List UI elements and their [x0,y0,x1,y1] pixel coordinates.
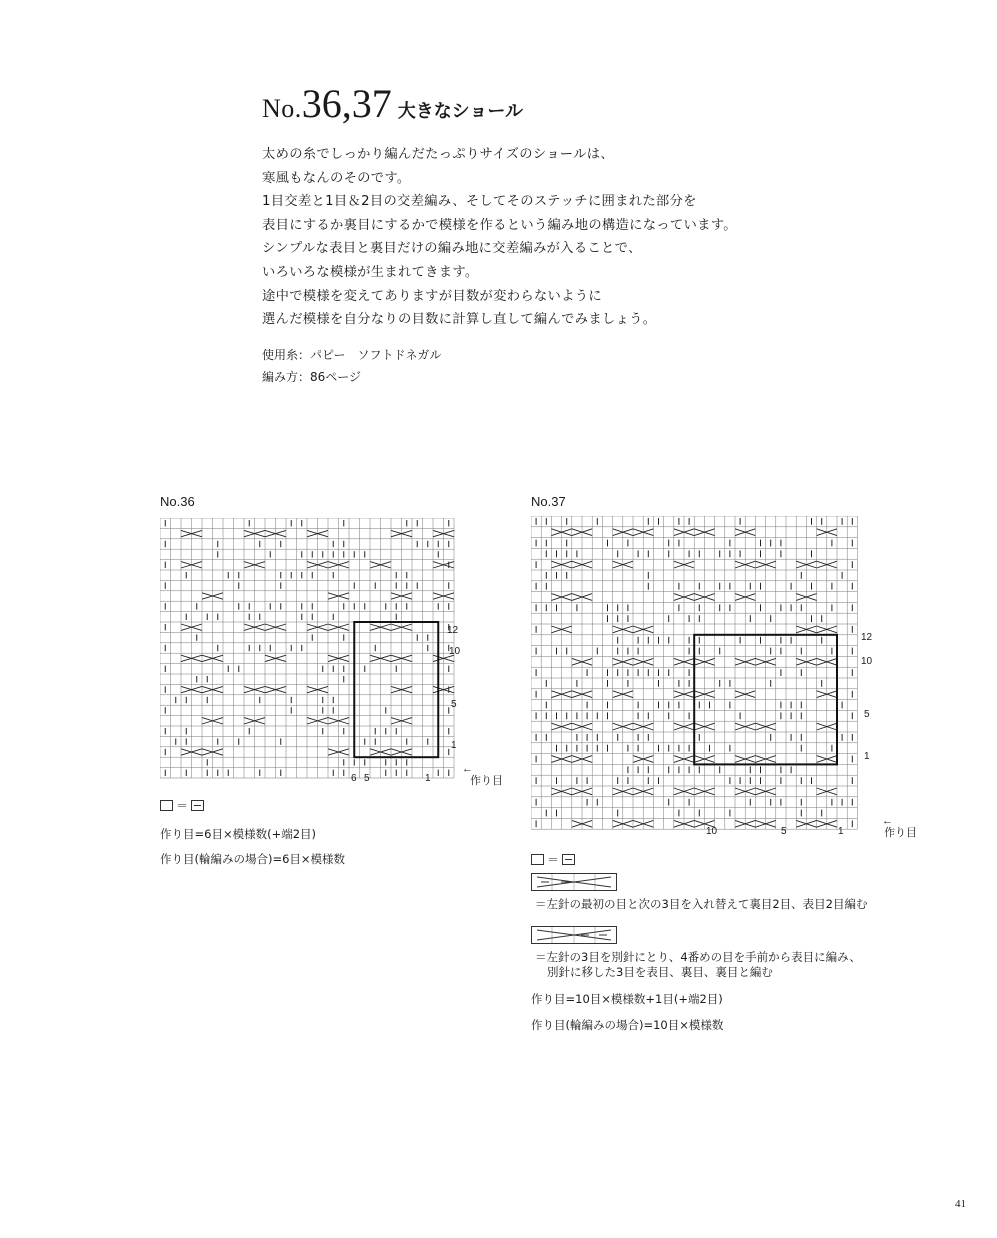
meta-info [262,344,441,388]
chart37-grid [531,516,877,838]
note37-2: 作り目(輪編みの場合)=10目×模様数 [531,1018,724,1032]
note36-1: 作り目=6目×模様数(+端2目) [160,827,317,841]
note37-1: 作り目=10目×模様数+1目(+端2目) [531,992,723,1006]
key37-1: ＝左針の最初の目と次の3目を入れ替えて裏目2目、表目2目編む [535,897,868,911]
col-label: 5 [364,773,370,784]
col-label: 1 [838,826,844,837]
legend-eq: ＝ [547,853,560,867]
intro-line: 選んだ模様を自分なりの目数に計算し直して編んでみましょう。 [262,312,657,328]
cable-symbol-1-icon [531,873,617,891]
col-label: 5 [781,826,787,837]
legend-eq: ＝ [176,799,189,813]
title-numbers: 36,37 [301,81,392,126]
intro-line: 太めの糸でしっかり編んだたっぷりサイズのショールは、 [262,147,614,162]
cast-on-label: 作り目 [470,775,503,787]
col-label: 1 [425,773,431,784]
page-number: 41 [955,1198,966,1210]
chart36-grid [160,518,460,784]
row-label: 1 [451,740,457,751]
legend36 [160,797,204,814]
key37-2a: ＝左針の3目を別針にとり、4番めの目を手前から表目に編み、 [535,950,861,964]
repeat-box [354,622,438,757]
legend37 [531,851,575,868]
arrow-icon: ← [462,763,473,775]
intro-line: シンプルな表目と裏目だけの編み地に交差編みが入ることで、 [262,241,642,257]
col-label: 6 [351,773,357,784]
row-label: 5 [864,709,870,720]
intro-line: 1目交差と1目＆2目の交差編み、そしてそのステッチに囲まれた部分を [262,194,697,210]
intro-line: 寒風もなんのそのです。 [262,170,411,186]
note36-2: 作り目(輪編みの場合)=6目×模様数 [160,852,346,866]
cast-on-label: 作り目 [884,827,917,839]
cable-symbol-2-icon [531,926,617,944]
method-info: 編み方：86ページ [262,370,362,384]
purl-square-icon [562,854,575,865]
chart37-label: No.37 [531,494,566,509]
arrow-icon: ← [882,815,893,827]
row-label: 12 [447,625,459,636]
intro-line: いろいろな模様が生まれてきます。 [262,264,479,280]
key37-2b: 別針に移した3目を表目、裏目、裏目と編む [547,965,773,979]
intro-text [262,143,822,332]
intro-line: 途中で模様を変えてありますが目数が変わらないように [262,288,602,304]
title-name: 大きなショール [397,101,524,122]
page-title [262,80,523,127]
intro-line: 表目にするか裏目にするかで模様を作るという編み地の構造になっています。 [262,217,737,233]
chart36-label: No.36 [160,494,195,509]
grid-lines [160,518,454,778]
knit-square-icon [531,854,544,865]
row-label: 12 [861,632,873,643]
row-label: 1 [864,751,870,762]
row-label: 5 [451,699,457,710]
col-label: 10 [706,826,718,837]
title-prefix: No. [262,94,302,123]
row-label: 10 [861,656,873,667]
knit-square-icon [160,800,173,811]
purl-square-icon [191,800,204,811]
row-label: 10 [449,646,461,657]
yarn-info: 使用糸：パピー ソフトドネガル [262,348,442,362]
